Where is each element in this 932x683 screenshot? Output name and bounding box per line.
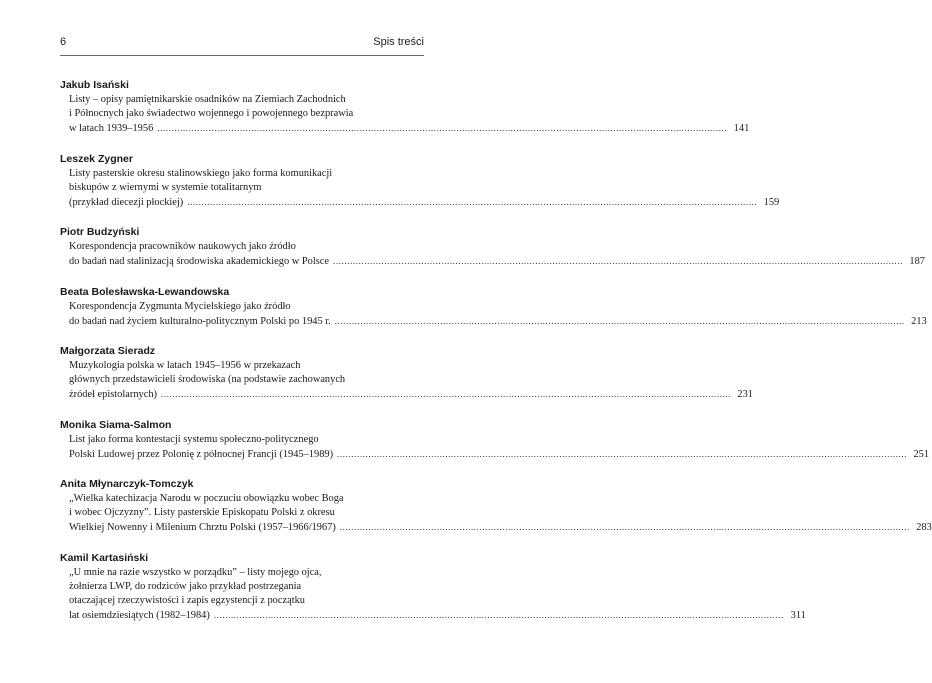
toc-entry-author: Beata Bolesławska-Lewandowska <box>60 285 230 298</box>
toc-entry-author: Anita Młynarczyk-Tomczyk <box>60 478 194 490</box>
toc-entry-title-line: „U mnie na razie wszystko w porządku” – listy mojego ojca, <box>69 566 322 578</box>
toc-entry <box>60 225 925 269</box>
toc-entry-title-line: biskupów z wiernymi w systemie totalitarnym <box>69 181 262 193</box>
toc-entry-title-line: „Wielka katechizacja Narodu w poczuciu obowiązku wobec Boga <box>69 493 344 504</box>
toc-entry-last-line <box>69 254 925 269</box>
toc-entry-title-line: otaczającej rzeczywistości i zapis egzystencji z początku <box>69 594 305 606</box>
toc-entry-title-line: Polski Ludowej przez Polonię z północnej Francji (1945–1989) <box>69 448 334 460</box>
toc-entry-page-number: 251 <box>913 448 930 460</box>
toc-entry-last-line <box>69 314 927 329</box>
toc-entry-title-line: List jako forma kontestacji systemu społeczno-politycznego <box>69 433 319 445</box>
toc-entry-title <box>60 433 930 462</box>
toc-entry-title <box>60 93 750 136</box>
toc-entry-author: Monika Siama-Salmon <box>60 418 172 431</box>
running-head: Spis treści <box>373 36 424 48</box>
dot-leader: ........................................................................................................................................................................................................ <box>334 315 905 326</box>
toc-entry-title-line: głównych przedstawicieli środowiska (na podstawie zachowanych <box>69 374 346 385</box>
dot-leader: ........................................................................................................................................................................................................ <box>337 448 908 459</box>
toc-entry-title-line: żołnierza LWP, do rodziców jako przykład postrzegania <box>69 580 302 592</box>
toc-entry-title-line: w latach 1939–1956 <box>69 123 154 134</box>
toc-entry-page-number: 231 <box>737 389 753 400</box>
toc-entry-page-number: 187 <box>909 256 925 267</box>
toc-entry-title-line: i Północnych jako świadectwo wojennego i powojennego bezprawia <box>69 108 354 119</box>
toc-entry-title <box>60 300 927 329</box>
toc-entry-title-line: Korespondencja Zygmunta Mycielskiego jako źródło <box>69 300 291 312</box>
toc-entry <box>60 344 753 402</box>
toc-entry-author: Kamil Kartasiński <box>60 551 149 564</box>
toc-entry-title-line: Listy pasterskie okresu stalinowskiego jako forma komunikacji <box>69 167 333 179</box>
toc-entry-title <box>60 492 932 535</box>
toc-entry-title <box>60 359 753 402</box>
dot-leader: ........................................................................................................................................................................................................ <box>332 256 903 266</box>
page-number: 6 <box>60 36 67 48</box>
toc-entry-last-line <box>69 121 750 136</box>
toc-entry-title-line: Muzykologia polska w latach 1945–1956 w przekazach <box>69 360 301 371</box>
toc-entry-title-line: i wobec Ojczyzny”. Listy pasterskie Episkopatu Polski z okresu <box>69 507 335 518</box>
toc-entry-title-line: do badań nad stalinizacją środowiska akademickiego w Polsce <box>69 256 329 267</box>
toc-entry-page-number: 283 <box>916 522 932 533</box>
toc-entry-page-number: 311 <box>790 609 806 621</box>
toc-entry-author: Piotr Budzyński <box>60 226 140 238</box>
toc-entry-title-line: Listy – opisy pamiętnikarskie osadników na Ziemiach Zachodnich <box>69 94 346 105</box>
toc-entry-last-line <box>69 520 932 535</box>
toc-entry-page-number: 141 <box>733 123 750 134</box>
toc-entry-author: Jakub Isański <box>60 79 129 91</box>
toc-entry-title-line: źródeł epistolarnych) <box>69 389 157 400</box>
dot-leader: ........................................................................................................................................................................................................ <box>157 123 728 133</box>
toc-entry <box>60 551 806 623</box>
dot-leader: ........................................................................................................................................................................................................ <box>213 609 784 620</box>
toc-entry-last-line <box>69 195 780 210</box>
dot-leader: ........................................................................................................................................................................................................ <box>187 196 758 207</box>
toc-entry-title-line: (przykład diecezji płockiej) <box>69 196 184 208</box>
toc-entry-title-line: Korespondencja pracowników naukowych jako źródło <box>69 241 296 252</box>
toc-entry-page-number: 213 <box>911 315 927 327</box>
dot-leader: ........................................................................................................................................................................................................ <box>339 522 910 532</box>
dot-leader: ........................................................................................................................................................................................................ <box>161 389 731 399</box>
toc-entry-title <box>60 566 806 623</box>
toc-entry <box>60 152 780 210</box>
toc-entry <box>60 285 927 329</box>
toc-entry-page-number: 159 <box>763 196 780 208</box>
toc-entry <box>60 418 930 462</box>
toc-entry-last-line <box>69 387 753 402</box>
toc-entry-last-line <box>69 447 930 462</box>
toc-entry-title-line: do badań nad życiem kulturalno-politycznym Polski po 1945 r. <box>69 315 331 327</box>
toc-entry-author: Małgorzata Sieradz <box>60 345 156 357</box>
toc-entry-title-line: lat osiemdziesiątych (1982–1984) <box>69 609 210 621</box>
toc-entry-last-line <box>69 608 806 623</box>
toc-entry <box>60 477 932 535</box>
page-header <box>60 36 424 52</box>
table-of-contents <box>60 78 932 638</box>
header-rule <box>60 55 424 56</box>
toc-entry-author: Leszek Zygner <box>60 152 133 165</box>
toc-entry <box>60 78 750 136</box>
toc-entry-title-line: Wielkiej Nowenny i Milenium Chrztu Polski (1957–1966/1967) <box>69 522 336 533</box>
toc-entry-title <box>60 240 925 269</box>
toc-entry-title <box>60 167 780 210</box>
